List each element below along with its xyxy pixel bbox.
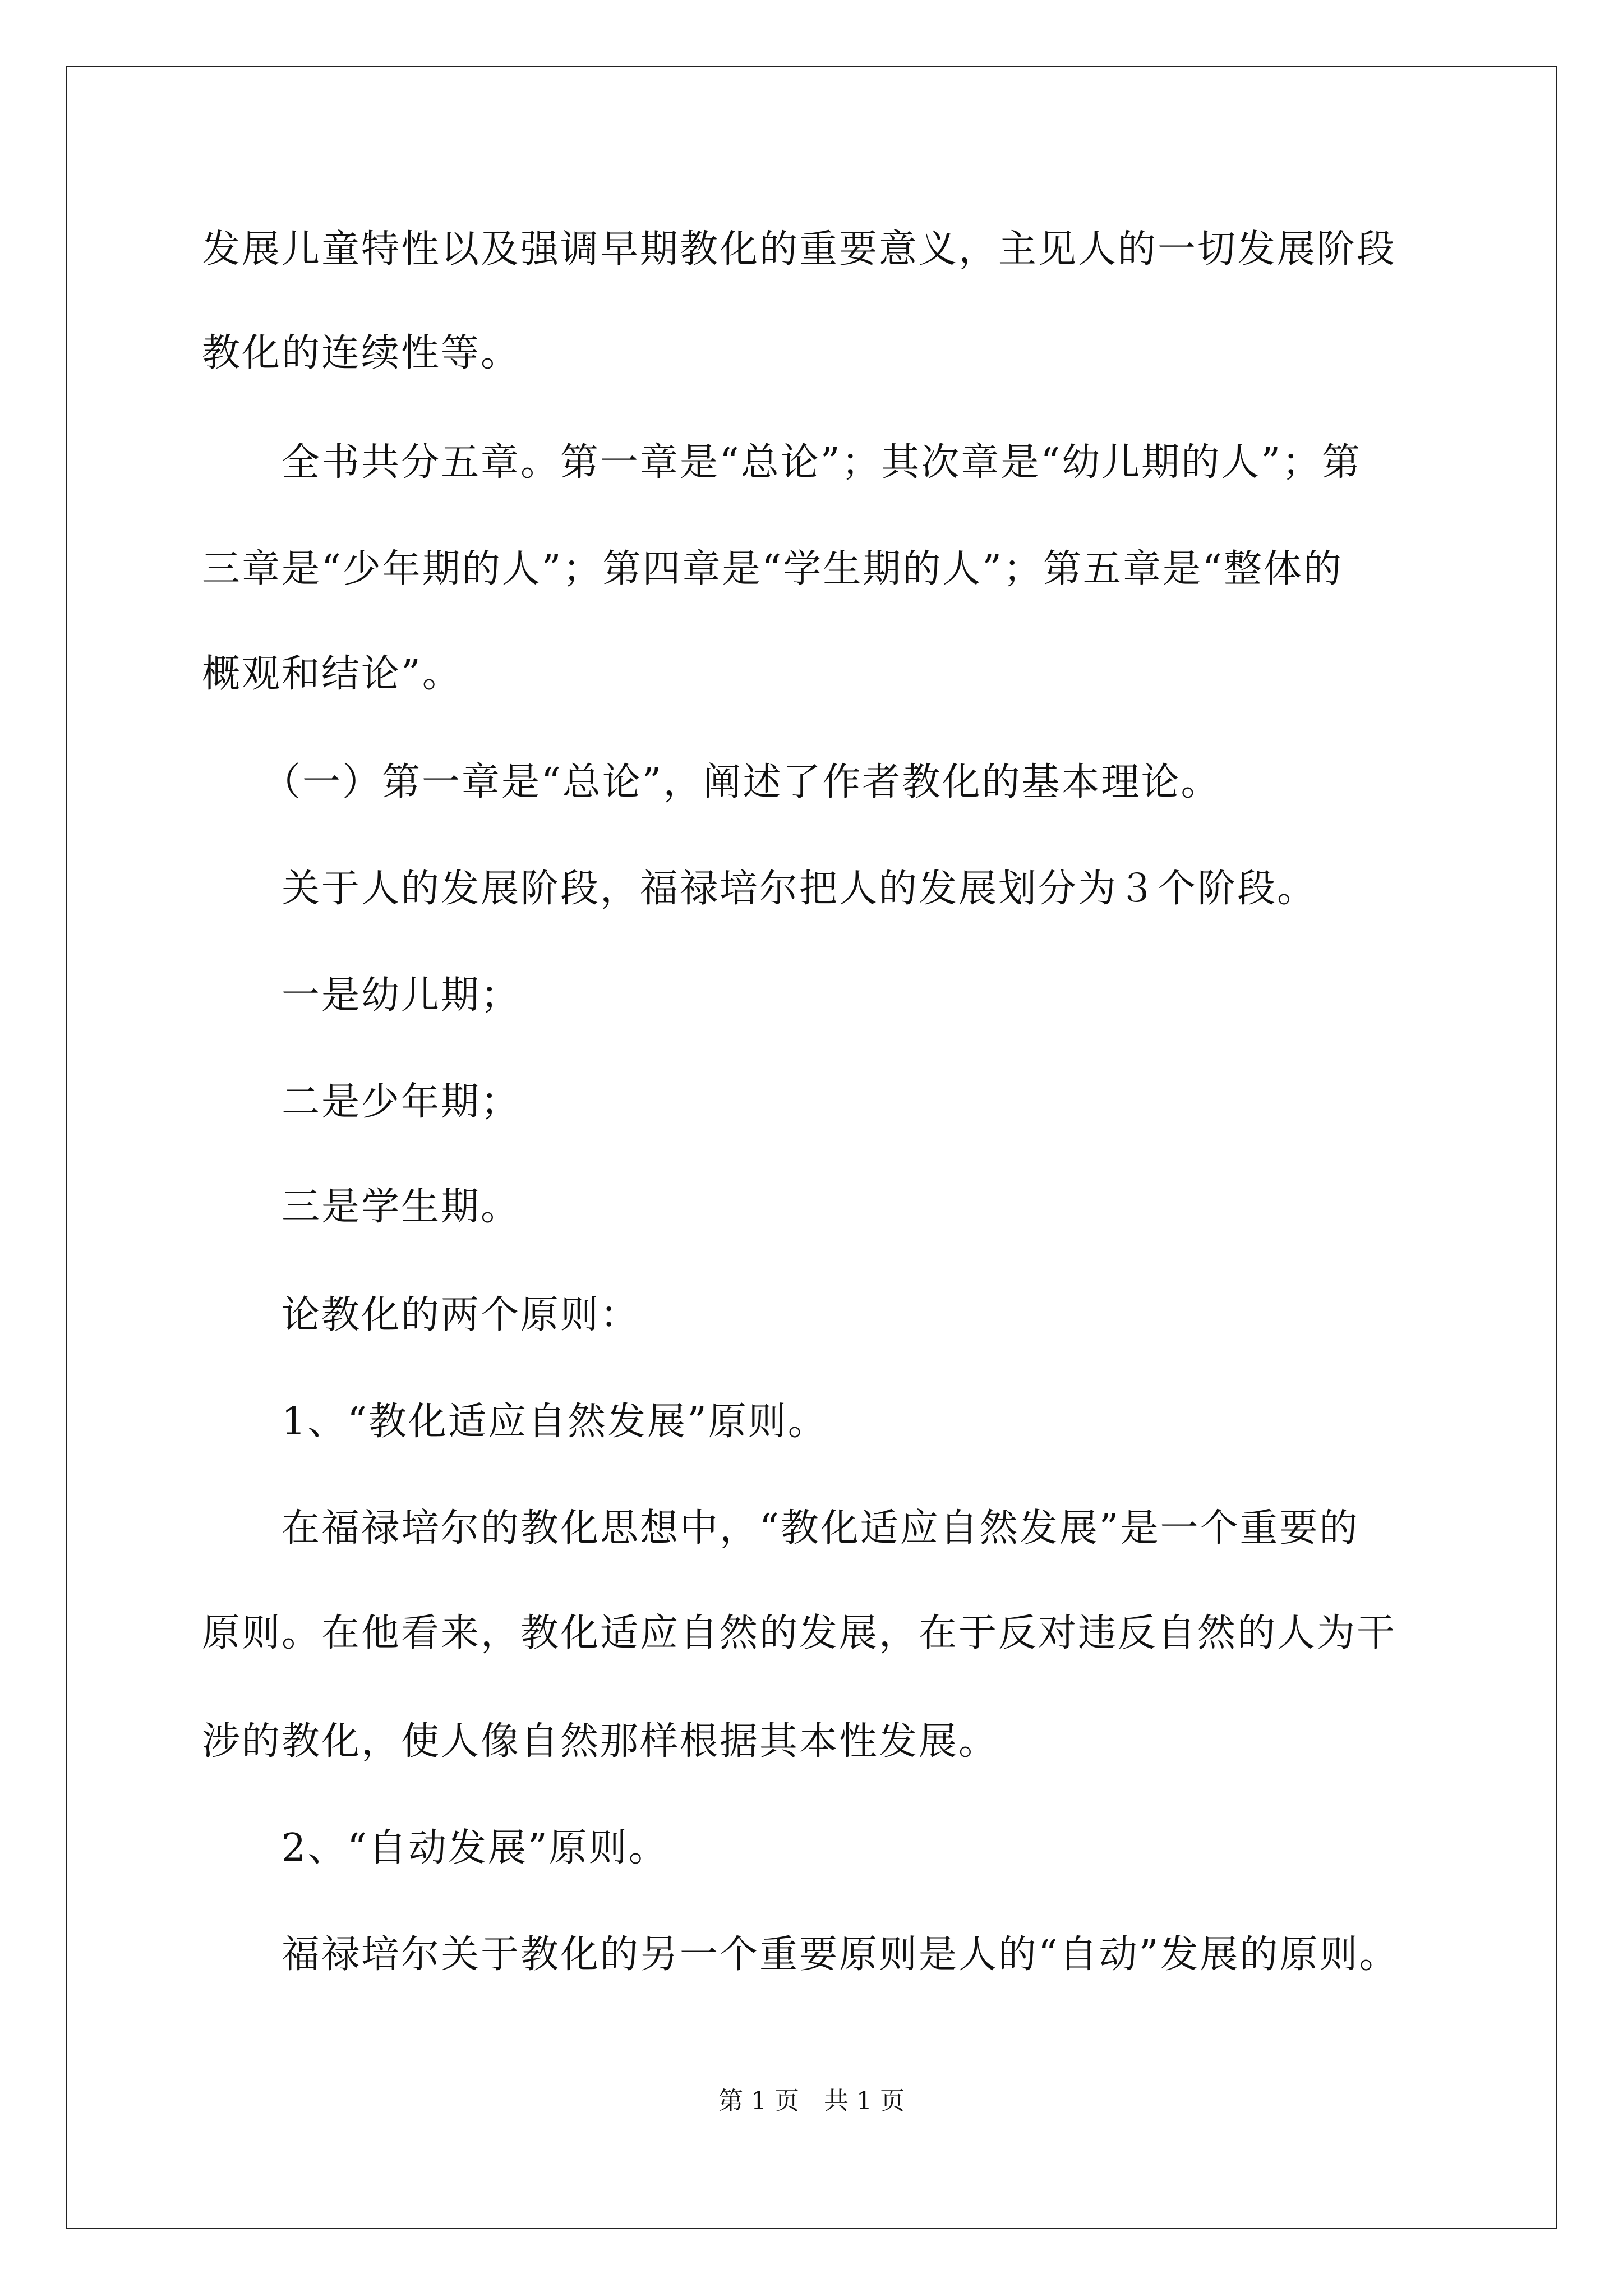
- body-text-line: 教化的连续性等。: [202, 331, 521, 375]
- body-text-line: 论教化的两个原则：: [202, 1293, 640, 1337]
- body-text-line: 一是幼儿期；: [202, 973, 521, 1018]
- body-text-line: 全书共分五章。第一章是“总论”；其次章是“幼儿期的人”；第: [202, 440, 1362, 485]
- body-text-line: 1、“教化适应自然发展”原则。: [202, 1400, 828, 1444]
- body-text-line: 三是学生期。: [202, 1185, 521, 1229]
- body-text-line: 概观和结论”。: [202, 652, 462, 696]
- page-border: [66, 66, 1557, 2229]
- body-text-line: 在福禄培尔的教化思想中，“教化适应自然发展”是一个重要的: [202, 1506, 1359, 1550]
- body-text-line: 福禄培尔关于教化的另一个重要原则是人的“自动”发展的原则。: [202, 1932, 1399, 1977]
- body-text-line: 2、“自动发展”原则。: [202, 1826, 668, 1870]
- body-text-line: 发展儿童特性以及强调早期教化的重要意义，主见人的一切发展阶段: [202, 227, 1397, 272]
- body-text-line: （一）第一章是“总论”，阐述了作者教化的基本理论。: [202, 760, 1221, 804]
- body-text-line: 二是少年期；: [202, 1080, 521, 1124]
- body-text-line: 三章是“少年期的人”；第四章是“学生期的人”；第五章是“整体的: [202, 547, 1343, 591]
- body-text-line: 原则。在他看来，教化适应自然的发展，在于反对违反自然的人为干: [202, 1611, 1397, 1655]
- body-text-line: 涉的教化，使人像自然那样根据其本性发展。: [202, 1719, 999, 1764]
- body-text-line: 关于人的发展阶段，福禄培尔把人的发展划分为３个阶段。: [202, 867, 1317, 911]
- page-footer: 第 1 页 共 1 页: [718, 2087, 905, 2115]
